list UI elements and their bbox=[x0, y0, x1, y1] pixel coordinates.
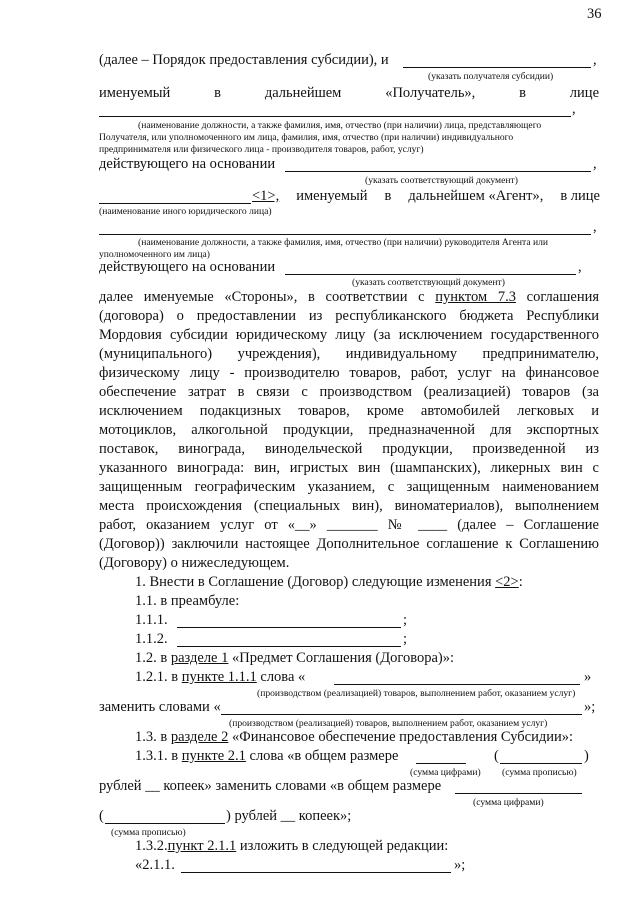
word: дальнейшем «Агент», bbox=[408, 188, 544, 204]
caption-recipient-rep-2: Получателя, или уполномоченного им лица, фамилия, имя, отчество (при наличии) индивидуального bbox=[99, 132, 514, 143]
intro-line-2 bbox=[99, 85, 599, 102]
body-line: защищенным географическим указанием, с защищенным наименованием bbox=[99, 479, 599, 495]
replace-end: »; bbox=[584, 699, 596, 715]
caption-words: (сумма прописью) bbox=[502, 767, 577, 778]
body-line: мотоциклов, алкогольной продукции, предназначенной для экспортных bbox=[99, 422, 599, 438]
page-number: 36 bbox=[587, 6, 602, 22]
paren-open: ( bbox=[494, 748, 499, 764]
rub-line-2: ) рублей __ копеек»; bbox=[226, 808, 352, 824]
text: слова « bbox=[260, 669, 306, 685]
text: 1.2.1. в bbox=[135, 669, 179, 685]
text: ом 7.3 bbox=[471, 289, 516, 305]
body-line: (Договор)) заключили настоящее Дополнительное соглашение к Соглашению bbox=[99, 536, 599, 552]
replace-blank bbox=[221, 714, 582, 715]
link-punkt-1-1-1[interactable]: пункте 1.1.1 bbox=[181, 669, 257, 685]
text: 1.3.1. в bbox=[135, 748, 179, 764]
link-punkt-7-3[interactable] bbox=[435, 289, 516, 305]
text: 1. Внести в Соглашение (Договор) следующие изменения bbox=[135, 574, 492, 590]
item-1-3-1 bbox=[135, 748, 398, 765]
amount-words-blank bbox=[500, 763, 582, 764]
amount-digits-blank bbox=[416, 763, 466, 764]
text: 1.3.2. bbox=[135, 838, 168, 854]
text: 1.2. в bbox=[135, 650, 168, 666]
body-line: работ, оказанием услуг от «__» _______ № ____ (далее – Соглашение bbox=[99, 517, 599, 533]
item-1-1-1-end: ; bbox=[403, 612, 408, 628]
text: пункт bbox=[435, 289, 472, 305]
item-1-1-2-blank bbox=[177, 646, 401, 647]
basis-end: , bbox=[593, 156, 597, 172]
caption-doc2: (указать соответствующий документ) bbox=[352, 277, 505, 288]
item-1-1: 1.1. в преамбуле: bbox=[135, 593, 240, 609]
new-amount-words-blank bbox=[105, 823, 225, 824]
caption-words-2: (сумма прописью) bbox=[111, 827, 186, 838]
intro-line-1: (далее – Порядок предоставления субсидии), и bbox=[99, 52, 389, 68]
intro-line-1-end: , bbox=[593, 52, 597, 68]
body-line: указанного винограда: вин, игристых вин (шампанских), ликерных вин с bbox=[99, 460, 599, 476]
body-line bbox=[99, 289, 599, 306]
basis-blank bbox=[285, 171, 591, 172]
item-2-1-1: «2.1.1. bbox=[135, 857, 175, 873]
body-line: Мордовия субсидии юридическому лицу (за исключением государственного bbox=[99, 327, 599, 343]
body-line: (муниципального) учреждения), индивидуальному предпринимателю, bbox=[99, 346, 599, 362]
basis2-blank bbox=[285, 274, 576, 275]
caption-digits: (сумма цифрами) bbox=[410, 767, 481, 778]
item-1-2-1-blank bbox=[334, 684, 580, 685]
basis2-label: действующего на основании bbox=[99, 259, 276, 275]
replace-label: заменить словами « bbox=[99, 699, 221, 715]
caption-agent-head-1: (наименование должности, а также фамилия, имя, отчество (при наличии) руководителя Агента или bbox=[138, 237, 549, 248]
caption-agent-head-2: уполномоченного им лица) bbox=[99, 249, 210, 260]
paren-close: ) bbox=[584, 748, 589, 764]
item-1-1-2: 1.1.2. bbox=[135, 631, 168, 647]
word: «Получатель», bbox=[385, 85, 476, 101]
agent-head-blank bbox=[99, 234, 591, 235]
basis-label: действующего на основании bbox=[99, 156, 276, 172]
text: соглашения bbox=[515, 289, 600, 305]
agent-footnote-ref[interactable]: <1>, bbox=[252, 188, 280, 204]
caption-doc: (указать соответствующий документ) bbox=[365, 175, 518, 186]
text: 1.3. в bbox=[135, 729, 168, 745]
item-1-3 bbox=[135, 729, 573, 746]
caption-production-2: (производством (реализацией) товаров, выполнением работ, оказанием услуг) bbox=[229, 718, 548, 729]
caption-digits-2: (сумма цифрами) bbox=[473, 797, 544, 808]
body-line: физическому лицу - производителю товаров, работ, услуг на финансовое bbox=[99, 365, 599, 381]
basis2-end: , bbox=[578, 259, 582, 275]
paren-open-2: ( bbox=[99, 808, 104, 824]
text: «Предмет Соглашения (Договора)»: bbox=[232, 650, 454, 666]
item-1-3-2 bbox=[135, 838, 448, 855]
link-punkt-2-1[interactable]: пункте 2.1 bbox=[181, 748, 246, 764]
other-entity-blank bbox=[99, 203, 251, 204]
caption-recipient-rep-1: (наименование должности, а также фамилия, имя, отчество (при наличии) лица, представляющего bbox=[138, 120, 542, 131]
item-1-2 bbox=[135, 650, 454, 667]
caption-production-1: (производством (реализацией) товаров, выполнением работ, оказанием услуг) bbox=[257, 688, 576, 699]
body-line: обеспечение затрат в связи с производством (реализацией) товаров (за bbox=[99, 384, 599, 400]
agent-line bbox=[252, 188, 600, 205]
item-1 bbox=[135, 574, 523, 591]
body-line: места происхождения (специальных вин), виноматериалов), выполнением bbox=[99, 498, 599, 514]
word: в bbox=[214, 85, 221, 101]
body-line: исключением подакцизных товаров, кроме автомобилей легковых и bbox=[99, 403, 599, 419]
item-1-1-1-blank bbox=[177, 627, 401, 628]
item-2-1-1-end: »; bbox=[454, 857, 466, 873]
word: дальнейшем bbox=[264, 85, 342, 101]
recipient-blank bbox=[403, 67, 591, 68]
item-1-2-1 bbox=[135, 669, 305, 686]
body-line: поставок, винограда, винодельческой продукции, произведенной из bbox=[99, 441, 599, 457]
text: изложить в следующей редакции: bbox=[239, 838, 449, 854]
body-last-line: (Договору) о нижеследующем. bbox=[99, 555, 290, 571]
link-punkt-2-1-1[interactable]: пункт 2.1.1 bbox=[167, 838, 237, 854]
text: слова «в общем размере bbox=[249, 748, 399, 764]
recipient-rep-blank bbox=[99, 116, 571, 117]
rub-line: рублей __ копеек» заменить словами «в общем размере bbox=[99, 778, 442, 794]
link-razdel-1[interactable]: разделе 1 bbox=[170, 650, 229, 666]
footnote-2-link[interactable]: <2> bbox=[495, 574, 519, 590]
text: далее именуемые «Стороны», в соответствии с bbox=[99, 289, 436, 305]
item-1-1-1: 1.1.1. bbox=[135, 612, 168, 628]
body-line: (договора) о предоставлении из республиканского бюджета Республики bbox=[99, 308, 599, 324]
word: именуемый bbox=[99, 85, 171, 101]
agent-head-end: , bbox=[593, 219, 597, 235]
item-1-2-1-end: » bbox=[584, 669, 592, 685]
item-1-1-2-end: ; bbox=[403, 631, 408, 647]
word: в лице bbox=[519, 85, 600, 101]
caption-other-entity: (наименование иного юридического лица) bbox=[99, 206, 272, 217]
word: в лице bbox=[560, 188, 600, 204]
caption-recipient: (указать получателя субсидии) bbox=[428, 71, 554, 82]
item-2-1-1-blank bbox=[181, 872, 451, 873]
word: в bbox=[384, 188, 392, 204]
link-razdel-2[interactable]: разделе 2 bbox=[170, 729, 229, 745]
text: «Финансовое обеспечение предоставления Субсидии»: bbox=[232, 729, 574, 745]
intro-line-3-end: , bbox=[572, 101, 576, 117]
text: : bbox=[518, 574, 523, 590]
new-amount-digits-blank bbox=[455, 793, 582, 794]
caption-recipient-rep-3: предпринимателя или физического лица - производителя товаров, работ, услуг) bbox=[99, 144, 424, 155]
word: именуемый bbox=[296, 188, 368, 204]
